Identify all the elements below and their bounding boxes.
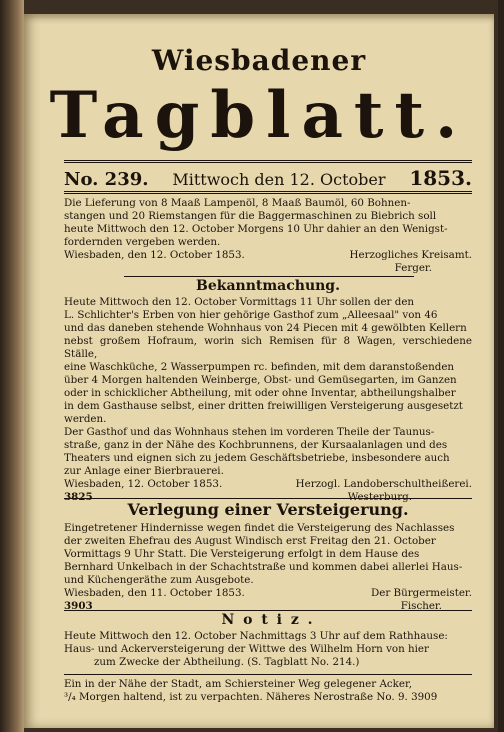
notice-title: Verlegung einer Versteigerung. xyxy=(127,500,409,519)
masthead-subtitle: Wiesbadener xyxy=(151,44,367,77)
masthead-title: Tagblatt. xyxy=(49,78,469,153)
signer: Fischer. xyxy=(400,600,442,612)
notice-postponement xyxy=(64,522,472,613)
masthead-rule xyxy=(64,160,472,163)
book-spine xyxy=(0,0,24,732)
notice-lease xyxy=(64,678,472,704)
text-line: fordernden vergeben werden. xyxy=(64,236,221,248)
place-date: Wiesbaden, den 11. October 1853. xyxy=(64,587,245,599)
text-line: eine Waschküche, 2 Wasserpumpen rc. befinden, mit dem daranstoßenden xyxy=(64,361,455,373)
text-line: und Küchengeräthe zum Ausgebote. xyxy=(64,574,254,586)
dateline xyxy=(64,166,472,190)
text-line: Heute Mittwoch den 12. October Nachmittags 3 Uhr auf dem Rathhause: xyxy=(64,630,448,642)
reference-number: 3825 xyxy=(64,491,93,503)
text-line: werden. xyxy=(64,413,107,425)
notice-title: N o t i z . xyxy=(221,612,315,628)
text-line: heute Mittwoch den 12. October Morgens 10 Uhr dahier an den Wenigst- xyxy=(64,223,448,235)
notice-announcement xyxy=(64,296,472,504)
text-line: Bernhard Unkelbach in der Schachtstraße und kommen dabei allerlei Haus- xyxy=(64,561,463,573)
text-line: Haus- und Ackerversteigerung der Wittwe des Wilhelm Horn von hier xyxy=(64,643,429,655)
text-line: in dem Gasthause selbst, einer dritten freiwilligen Versteigerung ausgesetzt xyxy=(64,400,463,412)
text-line: der zweiten Ehefrau des August Windisch erst Freitag den 21. October xyxy=(64,535,436,547)
notice-signature xyxy=(64,249,472,262)
place-date: Wiesbaden, 12. October 1853. xyxy=(64,478,223,490)
text-line: Ein in der Nähe der Stadt, am Schiersteiner Weg gelegener Acker, xyxy=(64,678,413,690)
authority: Herzogliches Kreisamt. xyxy=(349,249,472,261)
divider xyxy=(64,674,472,675)
reference-number: 3903 xyxy=(64,600,93,612)
newspaper-page xyxy=(24,14,494,728)
notice-title: Bekanntmachung. xyxy=(196,278,340,294)
page-edge xyxy=(498,0,504,732)
divider xyxy=(64,498,472,499)
authority: Herzogl. Landoberschultheißerei. xyxy=(295,478,472,490)
place-date: Wiesbaden, den 12. October 1853. xyxy=(64,249,245,261)
text-line: Der Gasthof und das Wohnhaus stehen im vorderen Theile der Taunus- xyxy=(64,426,435,438)
text-line: und das daneben stehende Wohnhaus von 24 Piecen mit 4 gewölbten Kellern xyxy=(64,322,467,334)
text-line: Die Lieferung von 8 Maaß Lampenöl, 8 Maaß Baumöl, 60 Bohnen- xyxy=(64,197,411,209)
signer: Ferger. xyxy=(394,262,432,274)
divider xyxy=(64,610,472,611)
text-line: zur Anlage einer Bierbrauerei. xyxy=(64,465,224,477)
text-line: über 4 Morgen haltenden Weinberge, Obst- und Gemüsegarten, im Ganzen xyxy=(64,374,457,386)
text-line: nebst großem Hofraum, worin sich Remisen für 8 Wagen, verschiedene Ställe, xyxy=(64,335,472,360)
text-line: zum Zwecke der Abtheilung. (S. Tagblatt No. 214.) xyxy=(94,656,360,668)
authority: Der Bürgermeister. xyxy=(370,587,472,599)
text-line: L. Schlichter's Erben von hier gehörige Gasthof zum „Alleesaal" von 46 xyxy=(64,309,438,321)
signer: Westerburg. xyxy=(347,491,412,503)
text-line: oder in schicklicher Abtheilung, mit oder ohne Inventar, abtheilungshalber xyxy=(64,387,456,399)
text-line: stangen und 20 Riemstangen für die Baggermaschinen zu Biebrich soll xyxy=(64,210,437,222)
text-line: ³/₄ Morgen haltend, ist zu verpachten. Näheres Nerostraße No. 9. 3909 xyxy=(64,691,438,703)
issue-year: 1853. xyxy=(409,166,472,190)
text-line: Theaters und eignen sich zu jedem Geschäftsbetriebe, insbesondere auch xyxy=(64,452,450,464)
notice-supply xyxy=(64,197,472,275)
dateline-rule xyxy=(64,191,472,194)
notice-notiz xyxy=(64,630,472,669)
issue-date: Mittwoch den 12. October xyxy=(172,170,386,189)
notice-signature xyxy=(64,587,472,600)
text-line: straße, ganz in der Nähe des Kochbrunnens, der Kursaalanlagen und des xyxy=(64,439,448,451)
text-line: Vormittags 9 Uhr Statt. Die Versteigerung erfolgt in dem Hause des xyxy=(64,548,420,560)
text-line: Eingetretener Hindernisse wegen findet die Versteigerung des Nachlasses xyxy=(64,522,455,534)
divider xyxy=(124,276,414,277)
notice-signature xyxy=(64,478,472,491)
text-line: Heute Mittwoch den 12. October Vormittags 11 Uhr sollen der den xyxy=(64,296,415,308)
issue-number: No. 239. xyxy=(64,169,149,190)
